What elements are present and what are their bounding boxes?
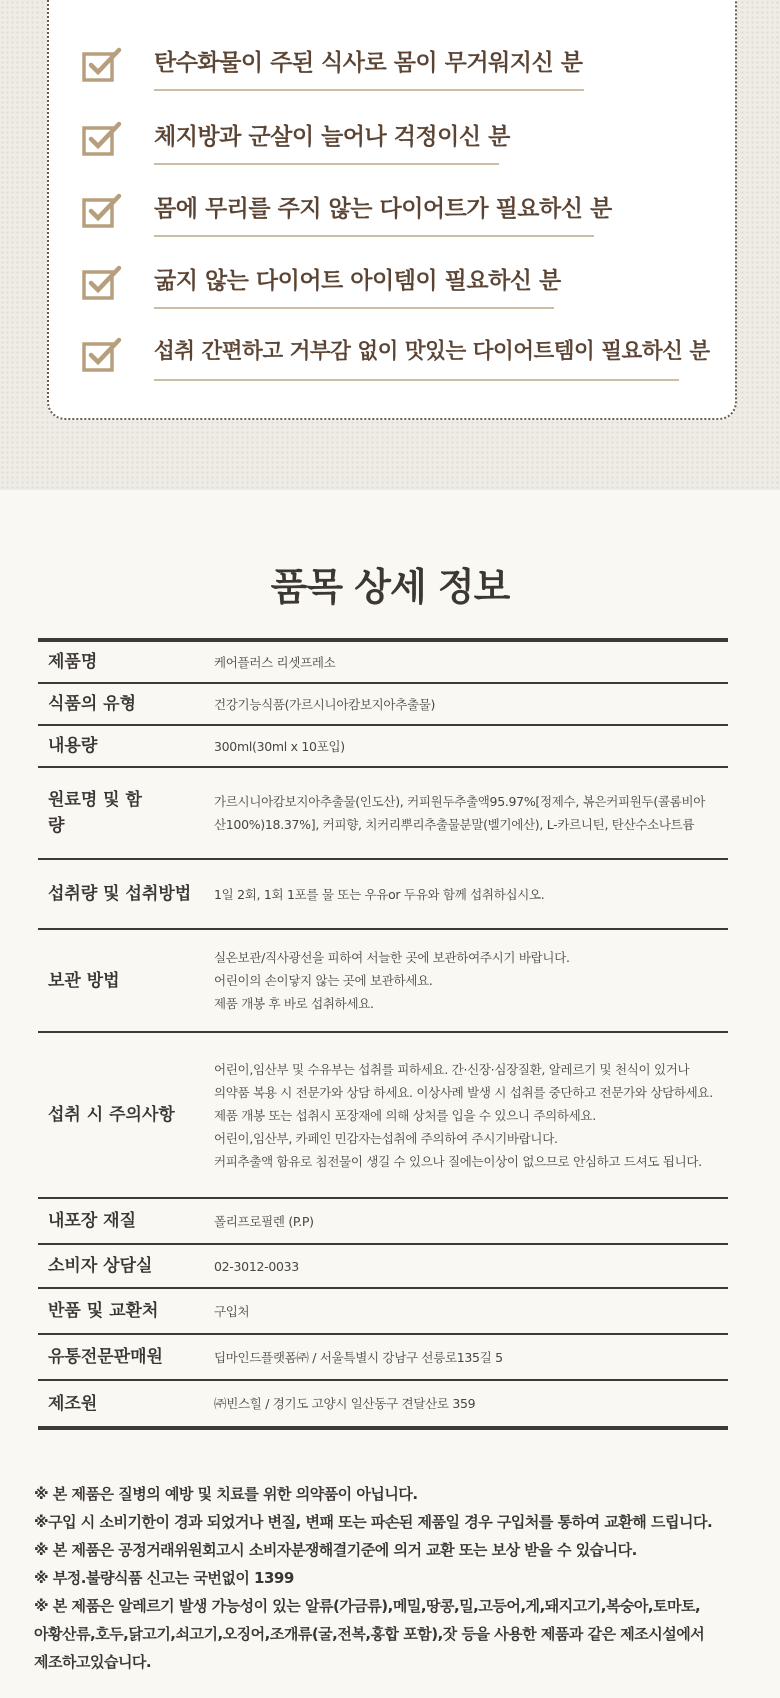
table-row-intake	[38, 860, 728, 930]
product-detail-section	[0, 490, 780, 1698]
row-value: 폴리프로필렌 (P.P)	[214, 1213, 314, 1229]
checkbox-checked-icon	[82, 120, 122, 156]
table-row-product-name	[38, 642, 728, 684]
table-row-returns	[38, 1289, 728, 1335]
checkbox-checked-icon	[82, 336, 122, 372]
notice-line: ※구입 시 소비기한이 경과 되었거나 변질, 변패 또는 파손된 제품일 경우 구입처를 통하여 교환해 드립니다.	[34, 1513, 713, 1531]
row-value: 구입처	[214, 1303, 250, 1319]
row-value: 1일 2회, 1회 1포를 물 또는 우유or 두유와 함께 섭취하십시오.	[214, 886, 545, 902]
row-label: 반품 및 교환처	[48, 1301, 159, 1321]
checkbox-checked-icon	[82, 192, 122, 228]
checklist-item-text: 몸에 무리를 주지 않는 다이어트가 필요하신 분	[154, 196, 612, 222]
checklist-card	[47, 0, 737, 420]
checklist-item-text: 탄수화물이 주된 식사로 몸이 무거워지신 분	[154, 50, 583, 76]
checklist-underline	[154, 163, 499, 165]
row-label: 내포장 재질	[48, 1211, 137, 1231]
checklist-underline	[154, 235, 594, 237]
table-row-food-type	[38, 684, 728, 726]
row-label: 유통전문판매원	[48, 1347, 163, 1367]
row-value: 실온보관/직사광선을 피하여 서늘한 곳에 보관하여주시기 바랍니다. 어린이의 손이닿지 않는 곳에 보관하세요. 제품 개봉 후 바로 섭취하세요.	[214, 950, 570, 1011]
checklist-item	[49, 118, 735, 178]
row-value: 가르시니아캄보지아추출물(인도산), 커피원두추출액95.97%[정제수, 볶은커피원두(콜롬비아 산100%)18.37%], 커피향, 치커리뿌리추출물분말(벨기에산), L-카르니틴, 탄산수소나트륨	[214, 794, 705, 832]
notice-line: 제조하고있습니다.	[34, 1653, 152, 1671]
row-value: 딥마인드플랫폼㈜ / 서울특별시 강남구 선릉로135길 5	[214, 1349, 503, 1365]
row-label: 식품의 유형	[48, 694, 137, 714]
table-row-packaging	[38, 1199, 728, 1245]
table-row-ingredients	[38, 768, 728, 860]
checklist-item	[49, 44, 735, 104]
table-row-volume	[38, 726, 728, 768]
checklist-section	[0, 0, 780, 490]
checklist-underline	[154, 89, 584, 91]
notice-line: 아황산류,호두,닭고기,쇠고기,오징어,조개류(굴,전복,홍합 포함),잣 등을 사용한 제품과 같은 제조시설에서	[34, 1625, 705, 1643]
row-value: 건강기능식품(가르시니아캄보지아추출물)	[214, 696, 436, 712]
checkbox-checked-icon	[82, 264, 122, 300]
checklist-item	[49, 262, 735, 322]
product-info-table	[38, 638, 728, 1430]
table-row-customer-center	[38, 1245, 728, 1289]
row-label: 제조원	[48, 1393, 98, 1414]
row-label: 내용량	[48, 736, 98, 756]
row-label: 섭취량 및 섭취방법	[48, 884, 192, 904]
notice-line: ※ 본 제품은 질병의 예방 및 치료를 위한 의약품이 아닙니다.	[34, 1485, 418, 1503]
table-row-manufacturer	[38, 1381, 728, 1430]
notice-list	[34, 1480, 754, 1676]
checklist-underline	[154, 307, 554, 309]
row-value: 300ml(30ml x 10포입)	[214, 738, 345, 754]
notice-line: ※ 부정.불량식품 신고는 국번없이 1399	[34, 1569, 294, 1587]
checkbox-checked-icon	[82, 46, 122, 82]
row-label: 섭취 시 주의사항	[48, 1105, 175, 1125]
row-value: ㈜빈스힐 / 경기도 고양시 일산동구 견달산로 359	[214, 1396, 476, 1411]
table-row-distributor	[38, 1335, 728, 1381]
table-row-precautions	[38, 1033, 728, 1199]
row-value: 02-3012-0033	[214, 1258, 299, 1274]
row-label: 소비자 상담실	[48, 1256, 153, 1276]
notice-line: ※ 본 제품은 공정거래위원회고시 소비자분쟁해결기준에 의거 교환 또는 보상 받을 수 있습니다.	[34, 1541, 637, 1559]
checklist-item	[49, 190, 735, 250]
notice-line: ※ 본 제품은 알레르기 발생 가능성이 있는 알류(가금류),메밀,땅콩,밀,고등어,게,돼지고기,복숭아,토마토,	[34, 1597, 701, 1615]
checklist-item-text: 굶지 않는 다이어트 아이템이 필요하신 분	[154, 268, 561, 294]
row-label: 제품명	[48, 652, 98, 672]
checklist-item	[49, 334, 735, 394]
row-value: 케어플러스 리셋프레소	[214, 654, 336, 670]
row-value: 어린이,임산부 및 수유부는 섭취를 피하세요. 간·신장·심장질환, 알레르기 및 천식이 있거나 의약품 복용 시 전문가와 상담 하세요. 이상사례 발생 시 섭취를 중단하고 전문가와 상담하세요. 제품 개봉 또는 섭취시 포장재에 의해 상처를 입을 수 있으니 주의하세요. 어린이,임산부, 카페인 민감자는섭취에 주의하여 주시기바랍니다. 커피추출액 함유로 침전물이 생길 수 있으나 질에는이상이 없으므로 안심하고 드셔도 됩니다.	[214, 1061, 713, 1169]
checklist-underline	[154, 379, 679, 381]
checklist-item-text: 체지방과 군살이 늘어나 걱정이신 분	[154, 124, 510, 150]
checklist-item-text: 섭취 간편하고 거부감 없이 맛있는 다이어트템이 필요하신 분	[154, 339, 710, 364]
section-title: 품목 상세 정보	[270, 565, 510, 609]
row-label: 원료명 및 함량	[48, 790, 142, 836]
table-row-storage	[38, 930, 728, 1033]
row-label: 보관 방법	[48, 970, 120, 991]
